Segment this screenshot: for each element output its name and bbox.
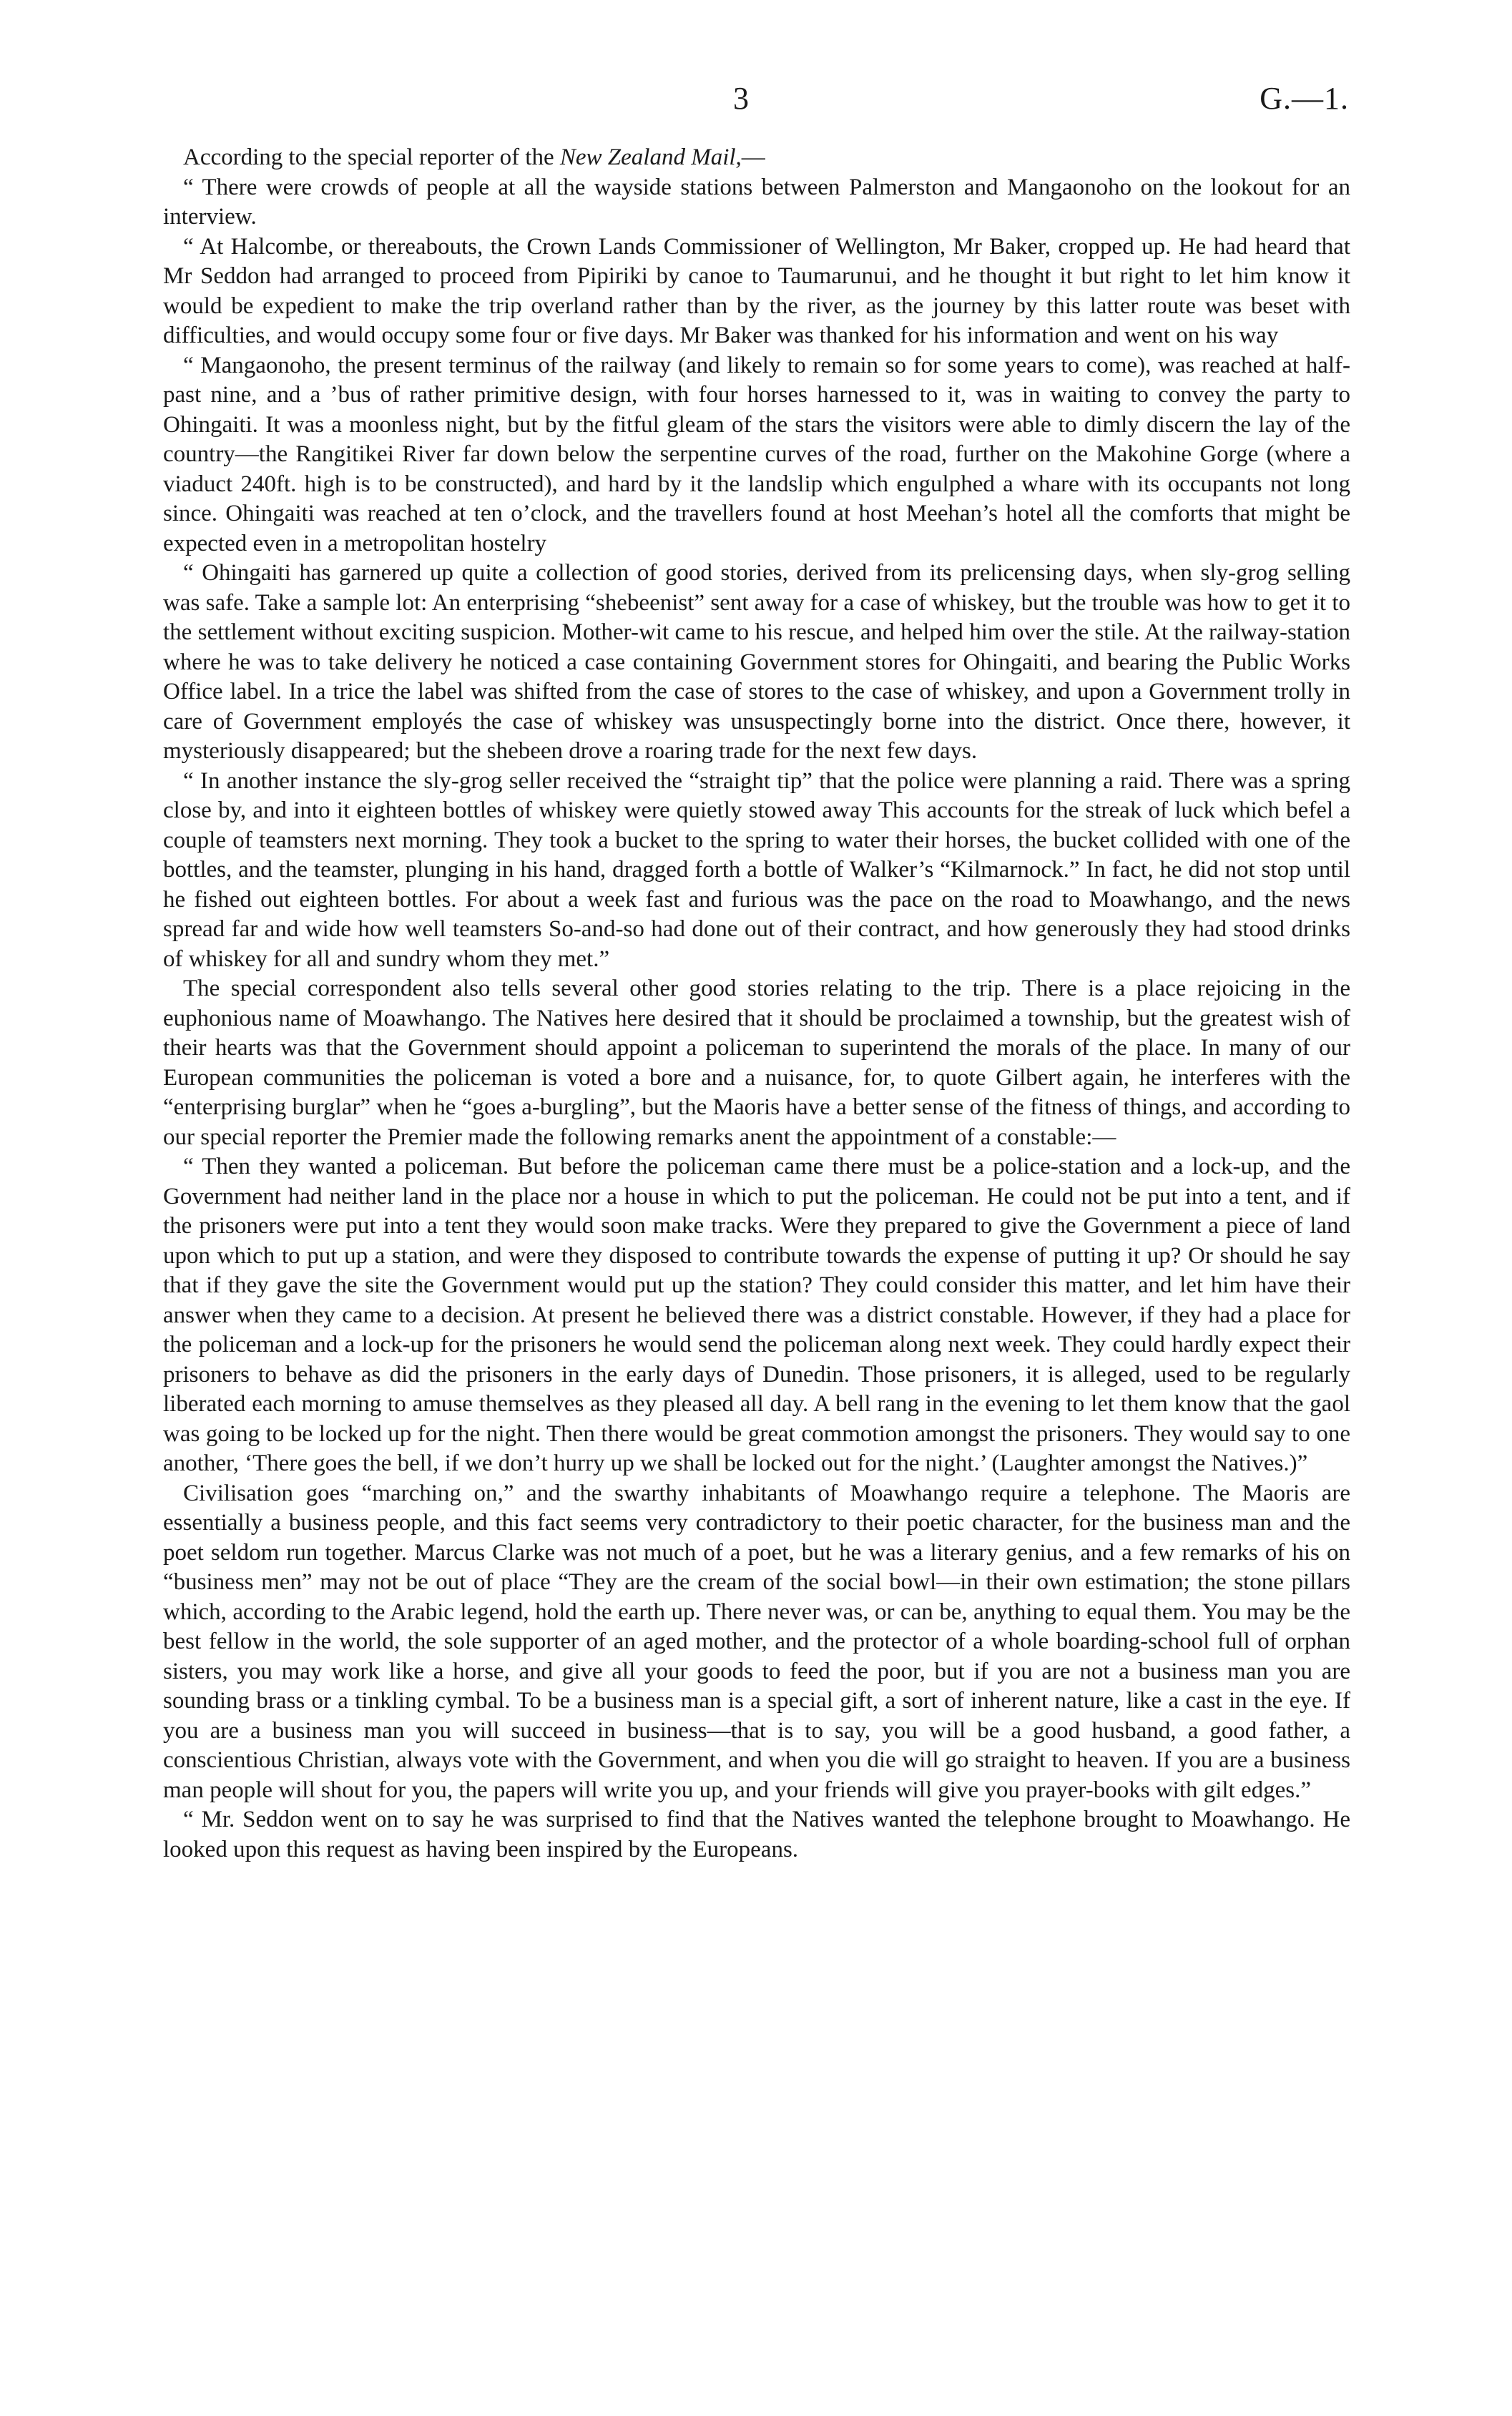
intro-text: According to the special reporter of the [183, 144, 560, 170]
paragraph-mangaonoho: “ Mangaonoho, the present terminus of the railway (and likely to remain so for some years to come), was reached at half-past nine, and a ’bus of rather primitive design, with four horses harnessed to it, was in waiting to convey the party to Ohingaiti. It was a moonless night, but by the fitful gleam of the stars the visitors were able to dimly discern the lay of the country—the Rangitikei River far down below the serpentine curves of the road, further on the Makohine Gorge (where a viaduct 240ft. high is to be constructed), and hard by it the landslip which engulphed a whare with its occupants not long since. Ohingaiti was reached at ten o’clock, and the travellers found at host Meehan’s hotel all the comforts that might be expected even in a metropolitan hostelry [163, 352, 1350, 556]
paragraph-telephone: “ Mr. Seddon went on to say he was surprised to find that the Natives wanted the telephone brought to Moawhango. He looked upon this request as having been inspired by the Europeans. [163, 1807, 1350, 1862]
page-number: 3 [733, 81, 749, 116]
paragraph-moawhango: The special correspondent also tells several other good stories relating to the trip. There is a place rejoicing in the euphonious name of Moawhango. The Natives here desired that it should be proclaimed a township, but the greatest wish of their hearts was that the Government should appoint a policeman to superintend the morals of the place. In many of our European communities the policeman is voted a bore and a nuisance, for, to quote Gilbert again, he interferes with the “enterprising burglar” when he “goes a-burgling”, but the Maoris have a better sense of the fitness of things, and according to our special reporter the Premier made the following remarks anent the appointment of a constable:— [163, 976, 1350, 1150]
newspaper-title: New Zealand Mail, [559, 144, 742, 170]
article-body [163, 143, 1350, 1865]
paragraph-crowds: “ There were crowds of people at all the wayside stations between Palmerston and Mangaonoho on the lookout for an interview. [163, 174, 1350, 230]
paragraph-sly-grog: “ In another instance the sly-grog seller received the “straight tip” that the police were planning a raid. There was a spring close by, and into it eighteen bottles of whiskey were quietly stowed away This accounts for the streak of luck which befel a couple of teamsters next morning. They took a bucket to the spring to water their horses, the bucket collided with one of the bottles, and the teamster, plunging in his hand, dragged forth a bottle of Walker’s “Kilmarnock.” In fact, he did not stop until he fished out eighteen bottles. For about a week fast and furious was the pace on the road to Moawhango, and the news spread far and wide how well teamsters So-and-so had done out of their contract, and how generously they had stood drinks of whiskey for all and sundry whom they met.” [163, 767, 1350, 972]
paragraph-civilisation: Civilisation goes “marching on,” and the swarthy inhabitants of Moawhango require a telephone. The Maoris are essentially a business people, and this fact seems very contradictory to their poetic character, for the business man and the poet seldom run together. Marcus Clarke was not much of a poet, but he was a literary genius, and a few remarks of his on “business men” may not be out of place “They are the cream of the social bowl—in their own estimation; the stone pillars which, according to the Arabic legend, hold the earth up. There never was, or can be, anything to equal them. You may be the best fellow in the world, the sole supporter of an aged mother, and the protector of a whole boarding-school full of orphan sisters, you may work like a horse, and give all your goods to feed the poor, but if you are not a business man you are sounding brass or a tinkling cymbal. To be a business man is a special gift, a sort of inherent nature, like a cast in the eye. If you are a business man you will succeed in business—that is to say, you will be a good husband, a good father, a conscientious Christian, always vote with the Government, and when you die will go straight to heaven. If you are a business man people will shout for you, the papers will write you up, and your friends will give you prayer-books with gilt edges.” [163, 1480, 1350, 1803]
page-header [0, 77, 1512, 120]
paragraph-halcombe: “ At Halcombe, or thereabouts, the Crown Lands Commissioner of Wellington, Mr Baker, cropped up. He had heard that Mr Seddon had arranged to proceed from Pipiriki by canoe to Taumarunui, and he thought it but right to let him know it would be expedient to make the trip overland rather than by the river, as the journey by this latter route was beset with difficulties, and would occupy some four or five days. Mr Baker was thanked for his information and went on his way [163, 233, 1350, 348]
document-reference: G.—1. [1260, 81, 1349, 116]
paragraph-ohingaiti-stories: “ Ohingaiti has garnered up quite a collection of good stories, derived from its prelicensing days, when sly-grog selling was safe. Take a sample lot: An enterprising “shebeenist” sent away for a case of whiskey, but the trouble was how to get it to the settlement without exciting suspicion. Mother-wit came to his rescue, and helped him over the stile. At the railway-station where he was to take delivery he noticed a case containing Government stores for Ohingaiti, and bearing the Public Works Office label. In a trice the label was shifted from the case of stores to the case of whiskey, and upon a Government trolly in care of Government employés the case of whiskey was unsuspectingly borne into the district. Once there, however, it mysteriously disappeared; but the shebeen drove a roaring trade for the next few days. [163, 560, 1350, 764]
intro-paragraph [163, 143, 1350, 173]
intro-dash: — [741, 144, 765, 170]
paragraph-policeman: “ Then they wanted a policeman. But before the policeman came there must be a police-station and a lock-up, and the Government had neither land in the place nor a house in which to put the policeman. He could not be put into a tent, and if the prisoners were put into a tent they would soon make tracks. Were they prepared to give the Government a piece of land upon which to put up a station, and were they disposed to contribute towards the expense of putting it up? Or should he say that if they gave the site the Government would put up the station? They could consider this matter, and let him have their answer when they came to a decision. At present he believed there was a district constable. However, if they had a place for the policeman and a lock-up for the prisoners he would send the policeman along next week. They could hardly expect their prisoners to behave as did the prisoners in the early days of Dunedin. Those prisoners, it is alleged, used to be regularly liberated each morning to amuse themselves as they pleased all day. A bell rang in the evening to let them know that the gaol was going to be locked up for the night. Then there would be great commotion amongst the prisoners. They would say to one another, ‘There goes the bell, if we don’t hurry up we shall be locked out for the night.’ (Laughter amongst the Natives.)” [163, 1154, 1350, 1476]
